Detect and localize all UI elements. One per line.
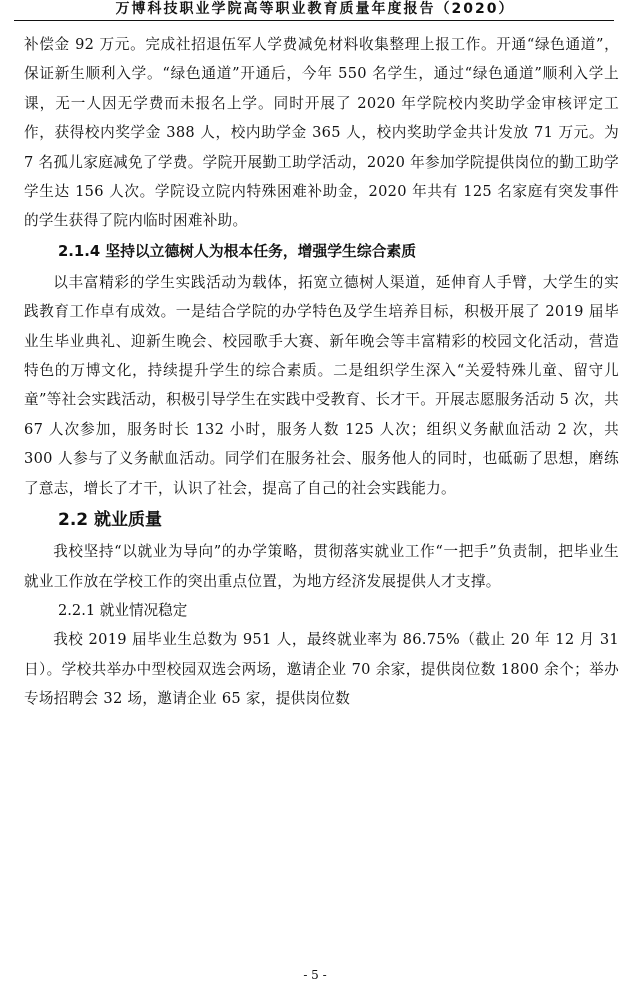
paragraph-employment-stats: 我校 2019 届毕业生总数为 951 人，最终就业率为 86.75%（截止 20 年 12 月 31 日）。学校共举办中型校园双选会两场，邀请企业 70 余家，提供岗位数 1800 余个；举办专场招聘会 32 场，邀请企业 65 家，提供岗位数 [24, 631, 619, 708]
page-number: - 5 - [303, 968, 327, 982]
section-heading-2-1-4: 2.1.4 坚持以立德树人为根本任务，增强学生综合素质 [58, 242, 417, 260]
header-divider [14, 20, 614, 21]
paragraph-employment-policy: 我校坚持“以就业为导向”的办学策略，贯彻落实就业工作“一把手”负责制，把毕业生就业工作放在学校工作的突出重点位置，为地方经济发展提供人才支撑。 [24, 543, 619, 590]
page-body [24, 30, 619, 714]
paragraph-student-practice: 以丰富精彩的学生实践活动为载体，拓宽立德树人渠道，延伸育人手臂，大学生的实践教育工作卓有成效。一是结合学院的办学特色及学生培养目标，积极开展了 2019 届毕业生毕业典礼、迎新生晚会、校园歌手大赛、新年晚会等丰富精彩的校园文化活动，营造特色的万博文化，持续提升学生的综合素质。二是组织学生深入“关爱特殊儿童、留守儿童”等社会实践活动，积极引导学生在实践中受教育、长才干。开展志愿服务活动 5 次，共 67 人次参加，服务时长 132 小时，服务人数 125 人次；组织义务献血活动 2 次，共 300 人参与了义务献血活动。同学们在服务社会、服务他人的同时，也砥砺了思想，磨练了意志，增长了才干，认识了社会，提高了自己的社会实践能力。 [24, 273, 619, 497]
running-header: 万博科技职业学院高等职业教育质量年度报告（2020） [115, 1, 515, 17]
section-heading-2-2: 2.2 就业质量 [58, 510, 163, 531]
section-heading-2-2-1: 2.2.1 就业情况稳定 [58, 601, 188, 619]
paragraph-financial-aid: 补偿金 92 万元。完成社招退伍军人学费减免材料收集整理上报工作。开通“绿色通道”，保证新生顺利入学。“绿色通道”开通后，今年 550 名学生，通过“绿色通道”顺利入学上课，无一人因无学费而未报名上学。同时开展了 2020 年学院校内奖助学金审核评定工作，获得校内奖学金 388 人，校内助学金 365 人，校内奖助学金共计发放 71 万元。为 7 名孤儿家庭减免了学费。学院开展勤工助学活动，2020 年参加学院提供岗位的勤工助学学生达 156 人次。学院设立院内特殊困难补助金，2020 年共有 125 名家庭有突发事件的学生获得了院内临时困难补助。 [24, 36, 619, 230]
